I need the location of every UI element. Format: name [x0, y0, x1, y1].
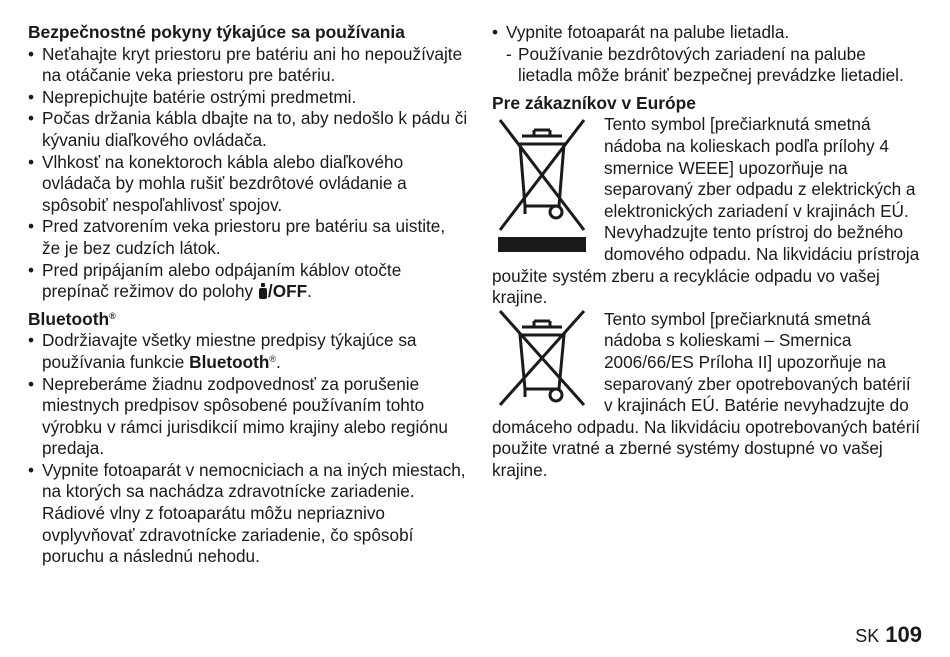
list-item: • Nepreberáme žiadnu zodpovednosť za porušenie miestnych predpisov spôsobené používaním tohto výrobku v rámci jurisdikcií mimo krajiny alebo regiónu predaja. [28, 374, 468, 460]
weee-notice [492, 114, 922, 308]
mode-dial-icon [258, 283, 268, 299]
page-number: 109 [885, 622, 922, 647]
crossed-out-wheelie-bin-icon [492, 309, 592, 407]
battery-notice [492, 309, 922, 482]
eu-heading: Pre zákazníkov v Európe [492, 92, 696, 113]
list-item: • Neprepichujte batérie ostrými predmetmi. [28, 87, 468, 109]
sub-list-item: - Používanie bezdrôtových zariadení na palube lietadla môže brániť bezpečnej prevádzke lietadiel. [492, 44, 922, 87]
page-footer [855, 624, 922, 647]
plane-list [492, 22, 922, 44]
list-item: • Vypnite fotoaparát v nemocniciach a na iných miestach, na ktorých sa nachádza zdravotnícke zariadenie. Rádiové vlny z fotoaparátu môžu nepriaznivo ovplyvňovať zdravotnícke zariadenie, čo spôsobí poruchu a následnú nehodu. [28, 460, 468, 568]
list-item: • Vlhkosť na konektoroch kábla alebo diaľkového ovládača by mohla rušiť bezdrôtové ovládanie a spôsobiť nespoľahlivosť spojov. [28, 152, 468, 217]
crossed-out-wheelie-bin-icon [492, 114, 592, 254]
safety-heading: Bezpečnostné pokyny týkajúce sa používania [28, 22, 405, 42]
list-item: • Vypnite fotoaparát na palube lietadla. [492, 22, 922, 44]
list-item-note: Rádiové vlny z fotoaparátu môžu nepriaznivo ovplyvňovať zdravotnícke zariadenie, čo spôsobí poruchu a následnú nehodu. [42, 503, 414, 567]
left-column [28, 22, 468, 568]
list-item: • Počas držania kábla dbajte na to, aby nedošlo k pádu či kývaniu diaľkového ovládača. [28, 108, 468, 151]
list-item-mode-switch: • Pred pripájaním alebo odpájaním káblov otočte prepínač režimov do polohy /OFF. [28, 260, 468, 303]
battery-text: Tento symbol [prečiarknutá smetná nádoba s kolieskami – Smernica 2006/66/ES Príloha II] upozorňuje na separovaný zber opotrebovaných batérií v krajinách EÚ. Batérie nevyhadzujte do domáceho odpadu. Na likvidáciu opotrebovaných batérií použite vratné a zberné systémy dostupné vo vašej krajine. [492, 308, 921, 480]
weee-text: Tento symbol [prečiarknutá smetná nádoba na kolieskach podľa prílohy 4 smernice WEEE] upozorňuje na separovaný zber odpadu z elektrických a elektronických zariadení v krajinách EÚ. Nevyhadzujte tento prístroj do bežného domového odpadu. Na likvidáciu prístroja použite systém zberu a recyklácie odpadu vo vašej krajine. [492, 114, 920, 308]
safety-list [28, 44, 468, 303]
bluetooth-heading: Bluetooth® [28, 308, 116, 329]
language-code: SK [855, 626, 880, 646]
list-item: • Pred zatvorením veka priestoru pre batériu sa uistite, že je bez cudzích látok. [28, 216, 468, 259]
list-item-text: Pred pripájaním alebo odpájaním káblov otočte prepínač režimov do polohy [42, 259, 402, 302]
bluetooth-list [28, 330, 468, 568]
list-item: • Dodržiavajte všetky miestne predpisy týkajúce sa používania funkcie Bluetooth®. [28, 330, 468, 373]
right-column [492, 22, 922, 481]
off-label: /OFF [267, 281, 308, 302]
list-item: • Neťahajte kryt priestoru pre batériu ani ho nepoužívajte na otáčanie veka priestoru pre batériu. [28, 44, 468, 87]
registered-mark: ® [109, 310, 116, 321]
